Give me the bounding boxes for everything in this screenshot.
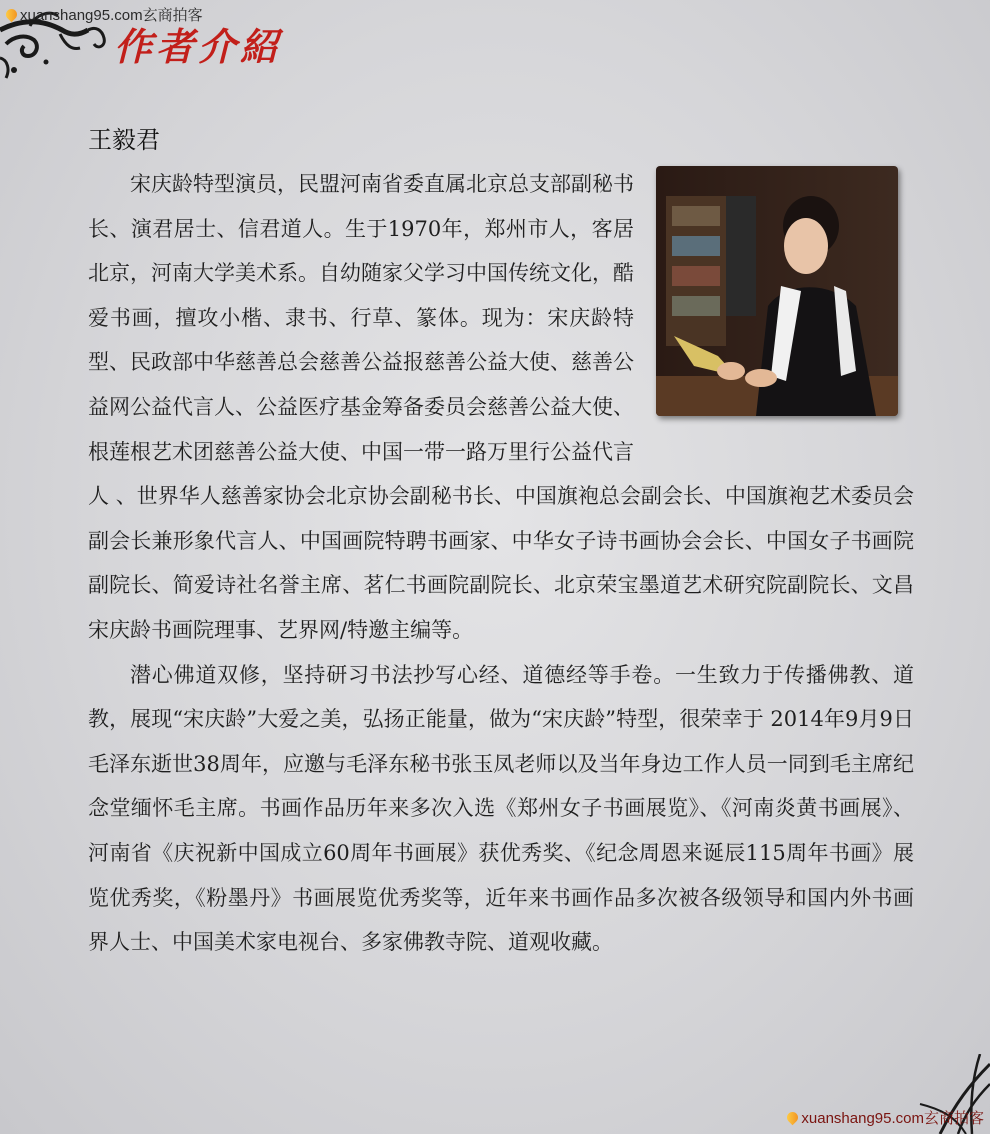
- photo-spacer: [634, 162, 914, 430]
- watermark-bottom-text: xuanshang95.com玄商拍客: [801, 1110, 984, 1127]
- bio-paragraph-1: 宋庆龄特型演员，民盟河南省委直属北京总支部副秘书长、演君居士、信君道人。生于1970年，郑州市人，客居北京，河南大学美术系。自幼随家父学习中国传统文化，酷爱书画，擅攻小楷、隶书、行草、篆体。现为：宋庆龄特型、民政部中华慈善总会慈善公益报慈善公益大使、慈善公益网公益代言人、公益医疗基金筹备委员会慈善公益大使、根莲根艺术团慈善公益大使、中国一带一路万里行公益代言人 、世界华人慈善家协会北京协会副秘书长、中国旗袍总会副会长、中国旗袍艺术委员会副会长兼形象代言人、中国画院特聘书画家、中华女子诗书画协会会长、中国女子书画院副院长、简爱诗社名誉主席、茗仁书画院副院长、北京荣宝墨道艺术研究院副院长、文昌宋庆龄书画院理事、艺界网/特邀主编等。: [88, 172, 914, 642]
- watermark-top-text: xuanshang95.com玄商拍客: [20, 7, 203, 24]
- watermark-bottom: [787, 1107, 984, 1128]
- biography: [88, 162, 914, 965]
- flame-icon: [4, 7, 20, 23]
- bio-paragraph-2: 潜心佛道双修，坚持研习书法抄写心经、道德经等手卷。一生致力于传播佛教、道教，展现“宋庆龄”大爱之美，弘扬正能量，做为“宋庆龄”特型，很荣幸于 2014年9月9日毛泽东逝世38周年，应邀与毛泽东秘书张玉凤老师以及当年身边工作人员一同到毛主席纪念堂缅怀毛主席。书画作品历年来多次入选《郑州女子书画展览》、《河南炎黄书画展》、河南省《庆祝新中国成立60周年书画展》获优秀奖、《纪念周恩来诞辰115周年书画》展览优秀奖，《粉墨丹》书画展览优秀奖等，近年来书画作品多次被各级领导和国内外书画界人士、中国美术家电视台、多家佛教寺院、道观收藏。: [88, 662, 914, 955]
- flame-icon-bottom: [785, 1110, 801, 1126]
- page-heading: 作者介紹: [114, 24, 283, 69]
- author-name: 王毅君: [88, 126, 160, 154]
